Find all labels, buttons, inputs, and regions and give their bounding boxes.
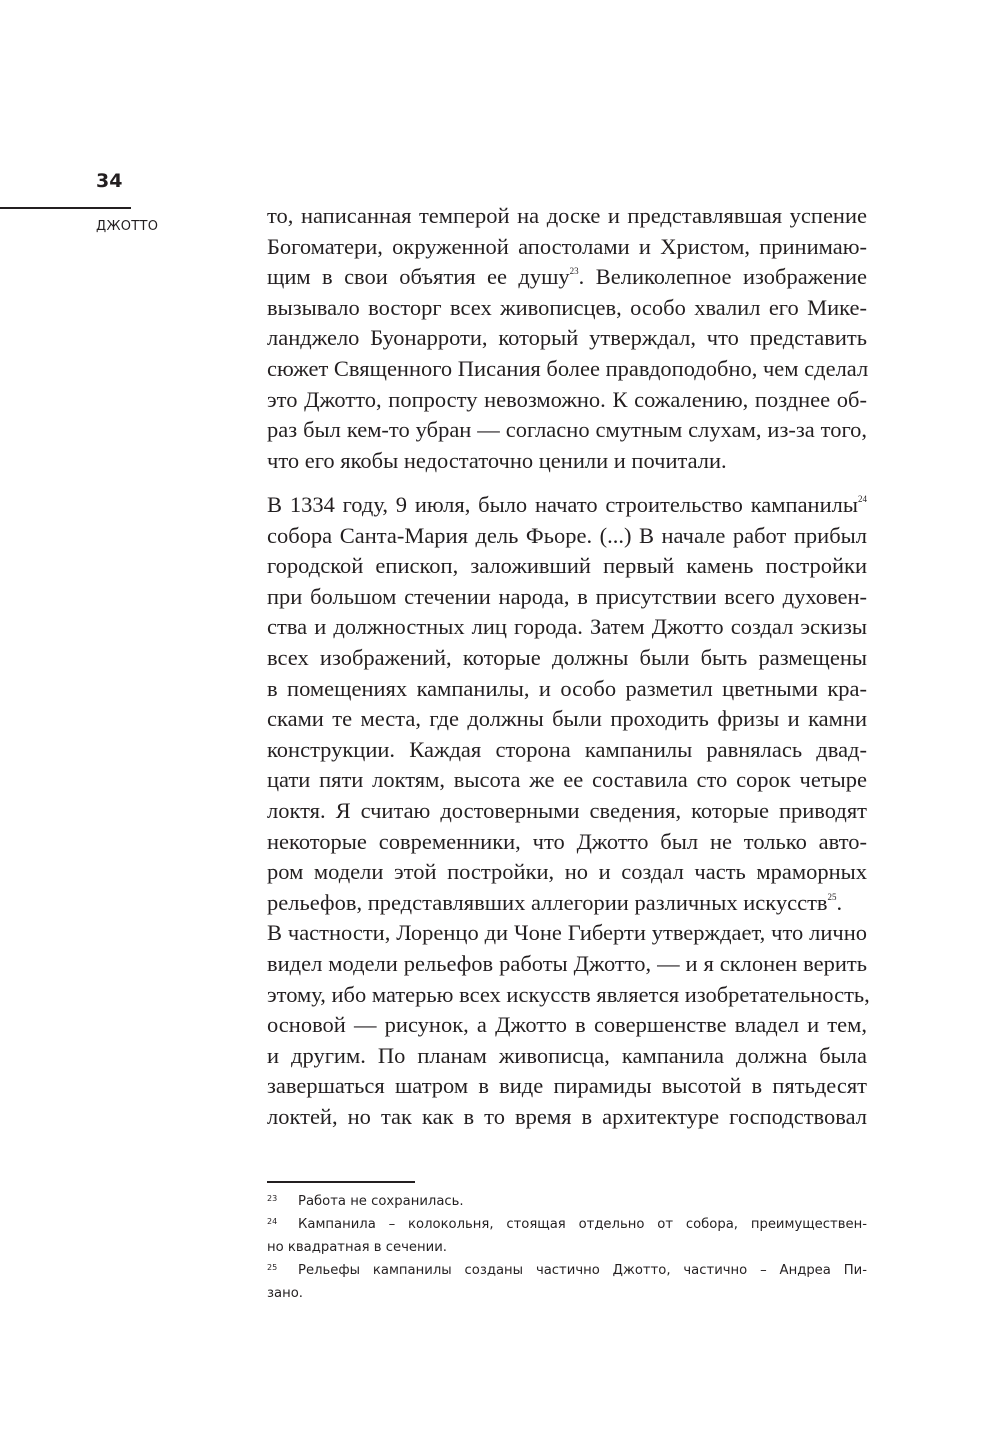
footnote-number: 24 (267, 1217, 278, 1226)
text-line: это Джотто, попросту невозможно. К сожалению, позднее об- (267, 386, 867, 412)
text-line: этому, ибо матерью всех искусств является изобретательность, (267, 981, 870, 1007)
text-line (267, 490, 867, 521)
text-line: ром модели этой постройки, но и создал часть мраморных (267, 859, 867, 885)
text-fragment: . Великолепное изображение (578, 264, 867, 290)
page-number: 34 (96, 170, 123, 192)
text-line: локтей, но так как в то время в архитектуре господствовал (267, 1103, 867, 1129)
footnote-rule (267, 1181, 415, 1183)
text-line: и другим. По планам живописца, кампанила должна была (267, 1042, 867, 1068)
text-line (267, 262, 867, 293)
text-line: локтя. Я считаю достоверными сведения, которые приводят (267, 797, 867, 823)
footnote-line: Кампанила – колокольня, стоящая отдельно от собора, преимуществен- (298, 1217, 867, 1232)
footnote-ref-23[interactable]: 23 (569, 266, 579, 277)
text-line: Богоматери, окруженной апостолами и Христом, принимаю- (267, 233, 867, 259)
text-fragment: рельефов, представлявших аллегории различных искусств (267, 889, 828, 915)
text-line: видел модели рельефов работы Джотто, — и я склонен верить (267, 950, 867, 976)
running-title: ДЖОТТО (96, 219, 159, 234)
text-line: собора Санта-Мария дель Фьоре. (...) В начале работ прибыл (267, 522, 867, 548)
footnote-line: зано. (267, 1286, 303, 1301)
text-line: в помещениях кампанилы, и особо разметил цветными кра- (267, 675, 867, 701)
footnote-ref-24[interactable]: 24 (858, 494, 867, 504)
text-fragment: щим в свои объятия ее душу (267, 264, 570, 290)
text-line: В частности, Лоренцо ди Чоне Гиберти утверждает, что лично (267, 920, 867, 946)
footnote-line: но квадратная в сечении. (267, 1240, 447, 1255)
text-line: ланджело Буонарроти, который утверждал, что представить (267, 325, 867, 351)
text-line: раз был кем-то убран — согласно смутным слухам, из-за того, (267, 417, 867, 443)
text-line: при большом стечении народа, в присутствии всего духовен- (267, 583, 867, 609)
text-line: ства и должностных лиц города. Затем Джотто создал эскизы (267, 614, 867, 640)
footnote-line: Работа не сохранилась. (298, 1194, 464, 1209)
text-line: всех изображений, которые должны были быть размещены (267, 644, 867, 670)
text-line: основой — рисунок, а Джотто в совершенстве владел и тем, (267, 1012, 867, 1038)
footnote-number: 23 (267, 1194, 278, 1203)
footnote-number: 25 (267, 1263, 278, 1272)
footnote-line: Рельефы кампанилы созданы частично Джотто, частично – Андреа Пи- (298, 1263, 867, 1278)
text-fragment: В 1334 году, 9 июля, было начато строительство кампанилы (267, 492, 858, 517)
paragraph-1 (267, 201, 867, 476)
footnote-ref-25[interactable]: 25 (827, 891, 837, 902)
footnote-23 (267, 1190, 867, 1213)
text-line (267, 888, 867, 919)
text-line: конструкции. Каждая сторона кампанилы равнялась двад- (267, 736, 867, 762)
header-rule (0, 207, 131, 209)
footnote-24 (267, 1213, 867, 1259)
text-line: сками те места, где должны были проходить фризы и камни (267, 706, 867, 732)
text-line: цати пяти локтям, высота же ее составила сто сорок четыре (267, 767, 867, 793)
text-line: сюжет Священного Писания более правдоподобно, чем сделал (267, 355, 869, 381)
paragraph-2 (267, 490, 870, 1132)
text-line: некоторые современники, что Джотто был не только авто- (267, 828, 867, 854)
footnote-25 (267, 1259, 867, 1305)
text-line: городской епископ, заложивший первый камень постройки (267, 553, 867, 579)
text-fragment: . (836, 889, 843, 915)
footnotes (267, 1190, 867, 1305)
text-line: что его якобы недостаточно ценили и почитали. (267, 447, 727, 473)
text-line: завершаться шатром в виде пирамиды высотой в пятьдесят (267, 1073, 867, 1099)
text-line: вызывало восторг всех живописцев, особо хвалил его Мике- (267, 294, 867, 320)
text-line: то, написанная темперой на доске и представлявшая успение (267, 203, 867, 228)
